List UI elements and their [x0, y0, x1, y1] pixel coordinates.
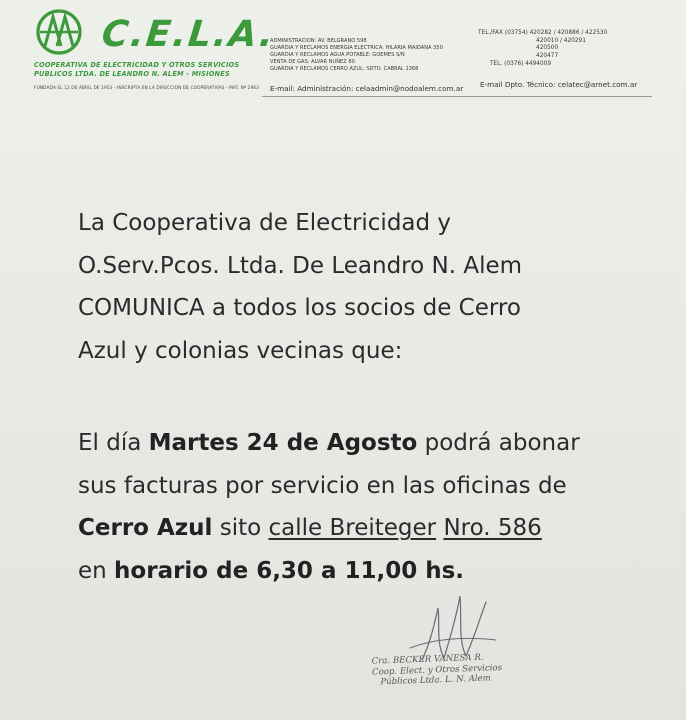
cela-logo-icon: [34, 8, 84, 56]
text-run: El día: [78, 430, 149, 456]
notice-paragraph-2: [78, 422, 668, 592]
text-run: en: [78, 557, 115, 584]
stamp-org: Públicos Ltda. L. N. Alem: [380, 673, 492, 688]
registration-note: FUNDADA EL 12 DE ABRIL DE 1953 - INSCRIPTA EN LA DIRECCION DE COOPERATIVAS - MAT. Nº 2963: [34, 86, 259, 91]
schedule-highlight: horario de 6,30 a 11,00 hs.: [114, 557, 465, 584]
stamp-name: Cra. BECKER VANESA R.: [371, 652, 484, 667]
street-number: Nro. 586: [443, 515, 542, 541]
notice-line: [78, 507, 668, 550]
contact-line: GUARDIA Y RECLAMOS AGUA POTABLE: GOEMES S/N: [270, 52, 405, 58]
contact-block-left: [270, 38, 500, 73]
contact-block-right: [478, 30, 678, 69]
contact-line: ADMINISTRACION: AV. BELGRANO 598: [270, 38, 367, 44]
phone-line: 420500: [536, 45, 559, 52]
letterhead: [0, 0, 686, 100]
phone-line: TEL./FAX (03754) 420282 / 420886 / 422530: [478, 30, 608, 36]
contact-line: GUARDIA Y RECLAMOS CERRO AZUL: SDTO. CABRAL 1368: [270, 66, 419, 72]
contact-line: GUARDIA Y RECLAMOS ENERGIA ELECTRICA: HILARIA MAIDANA 350: [270, 45, 443, 51]
phone-line: TEL. (0376) 4494009: [490, 60, 552, 67]
notice-paragraph-1: [78, 202, 668, 372]
notice-line: La Cooperativa de Electricidad y: [78, 210, 452, 236]
tech-email: E-mail Dpto. Técnico: celatec@arnet.com.ar: [480, 80, 638, 89]
brand-name: C.E.L.A.: [99, 14, 278, 55]
text-run: podrá abonar: [417, 430, 580, 456]
notice-line: Azul y colonias vecinas que:: [78, 337, 403, 364]
admin-email: E-mail: Administración: celaadmin@nodoalem.com.ar: [270, 84, 464, 93]
street-address: calle Breiteger: [268, 515, 437, 541]
phone-line: 420477: [536, 53, 559, 60]
stamp-org: Coop. Elect. y Otros Servicios: [371, 662, 503, 678]
notice-line: O.Serv.Pcos. Ltda. De Leandro N. Alem: [78, 252, 523, 279]
notice-line: [78, 422, 668, 465]
location-highlight: Cerro Azul: [78, 515, 213, 541]
letterhead-divider: [262, 96, 652, 97]
notice-line: COMUNICA a todos los socios de Cerro: [78, 295, 521, 321]
brand-subtitle-line-1: COOPERATIVA DE ELECTRICIDAD Y OTROS SERVICIOS: [34, 61, 240, 69]
contact-line: VENTA DE GAS: ALVAR NUÑEZ 80: [270, 59, 355, 65]
date-highlight: Martes 24 de Agosto: [148, 430, 418, 456]
official-stamp: [371, 651, 522, 688]
text-run: sito: [212, 515, 269, 541]
brand-subtitle-line-2: PUBLICOS LTDA. DE LEANDRO N. ALEM - MISIONES: [34, 70, 230, 78]
notice-line: [78, 550, 668, 593]
notice-line: sus facturas por servicio en las oficinas de: [78, 472, 567, 499]
phone-line: 420010 / 420291: [536, 37, 586, 44]
